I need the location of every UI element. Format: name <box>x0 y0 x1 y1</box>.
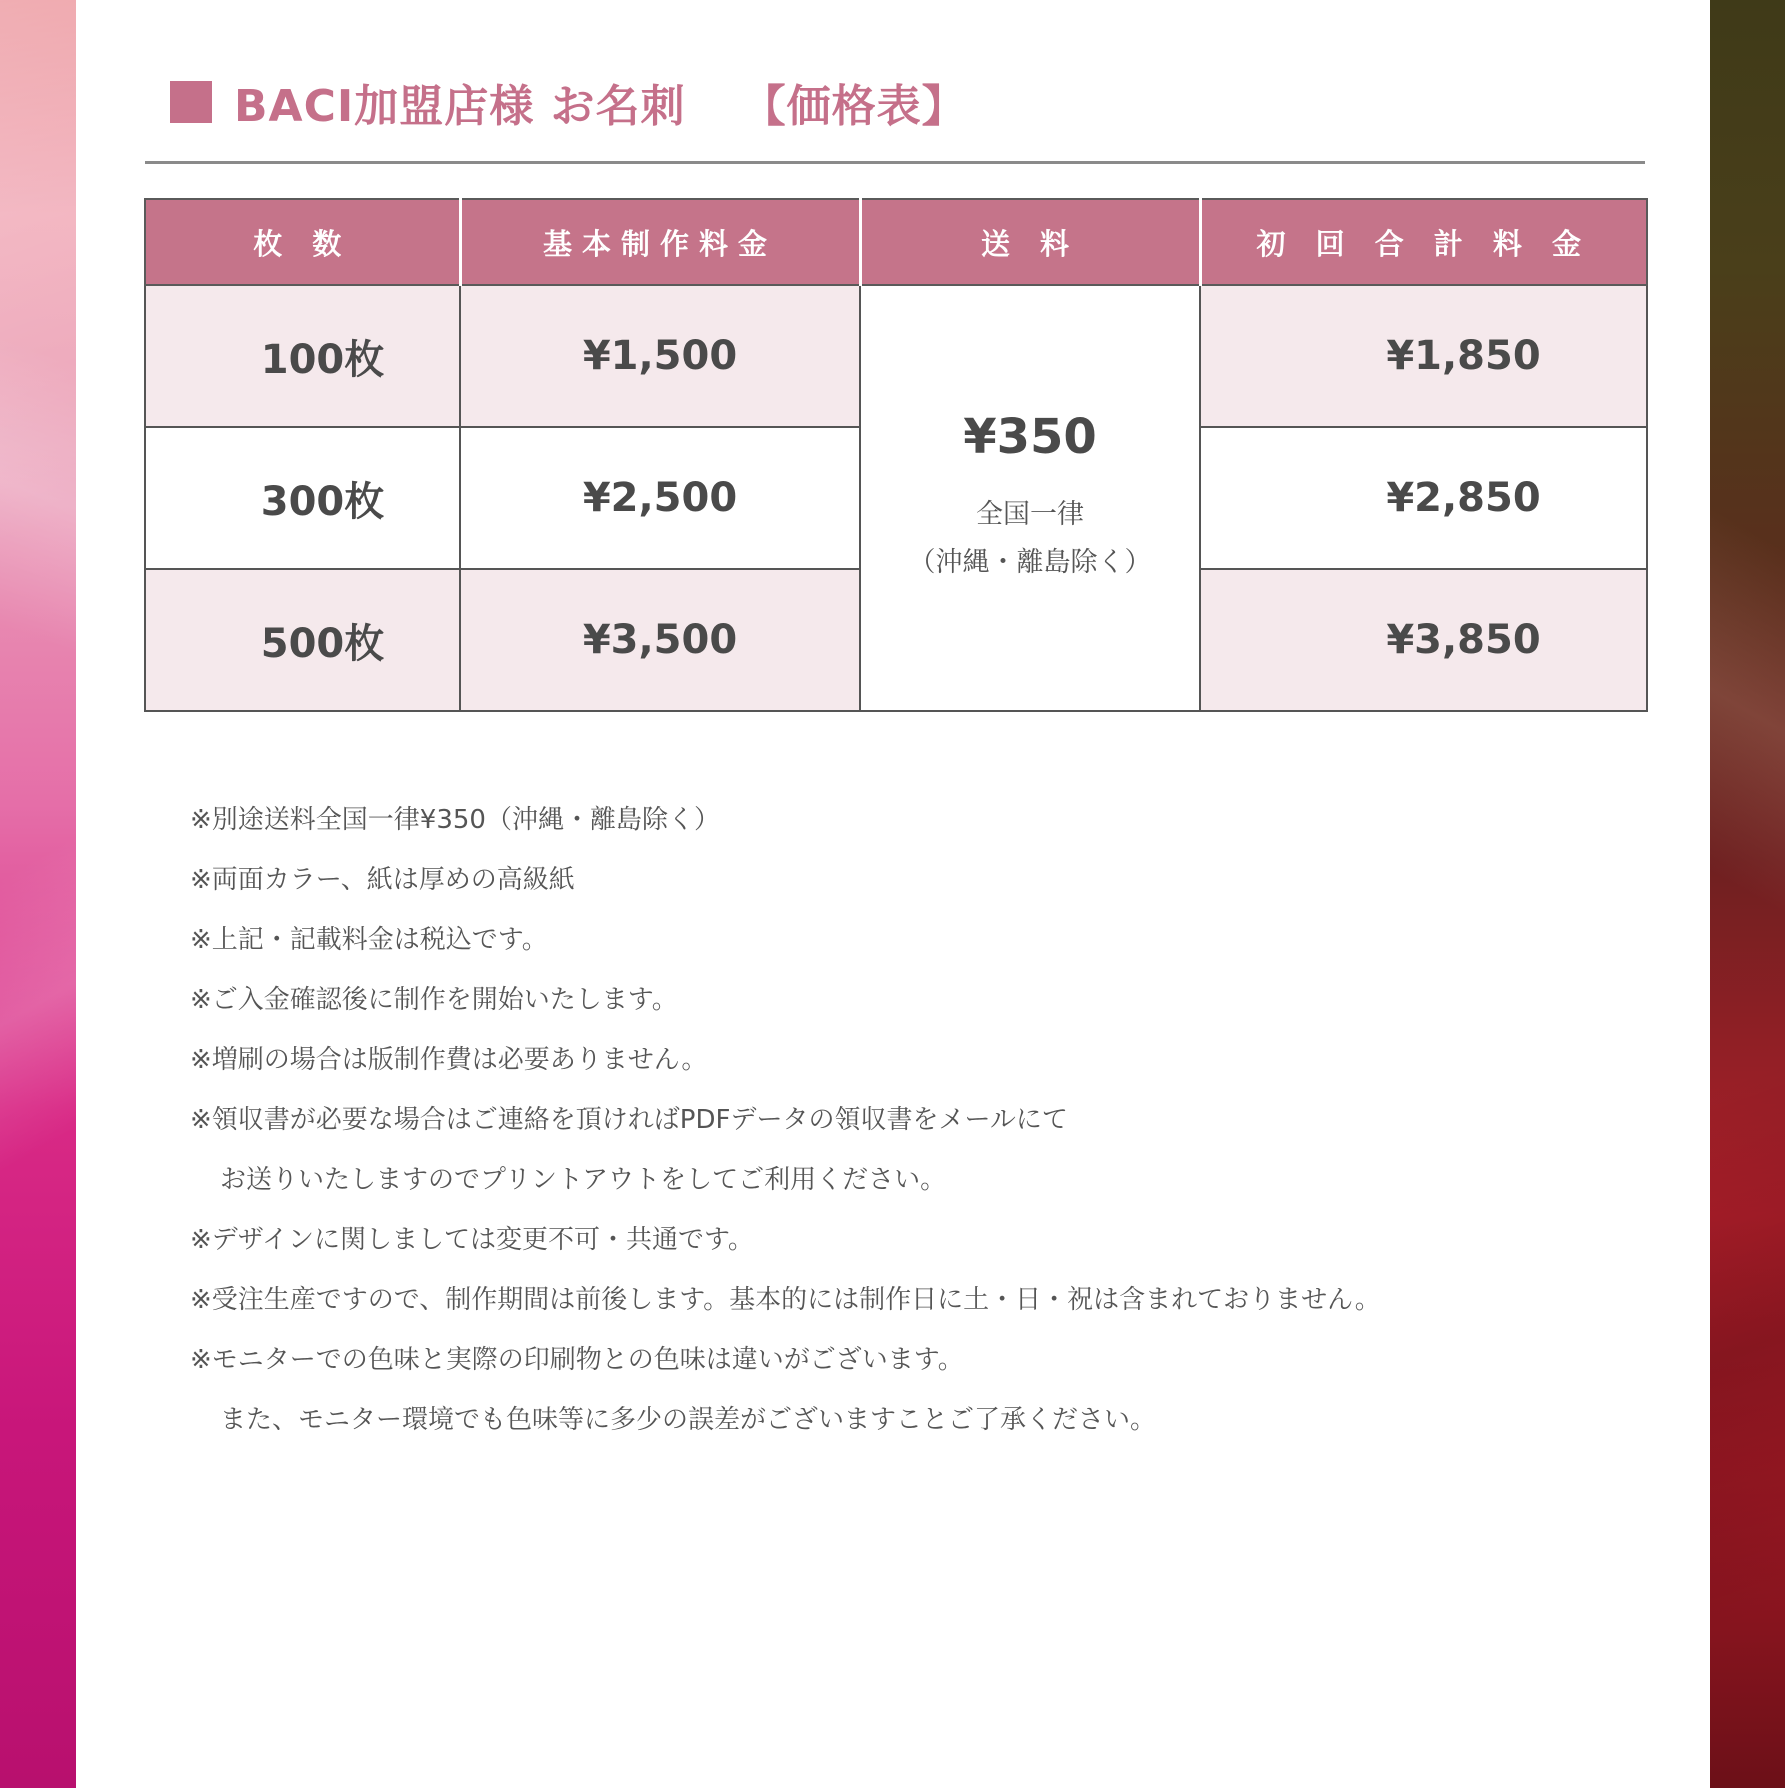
notes-list <box>190 798 1381 1458</box>
right-decorative-border <box>1710 0 1785 1788</box>
note-item: ※両面カラー、紙は厚めの高級紙 <box>190 865 575 895</box>
note-item: ※ご入金確認後に制作を開始いたします。 <box>190 985 678 1015</box>
base-fee-cell: ¥3,500 <box>460 569 860 711</box>
base-fee-cell: ¥2,500 <box>460 427 860 569</box>
left-decorative-border <box>0 0 76 1788</box>
base-fee-cell: ¥1,500 <box>460 285 860 427</box>
total-cell: ¥1,850 <box>1200 285 1647 427</box>
note-item: ※増刷の場合は版制作費は必要ありません。 <box>190 1045 708 1075</box>
total-cell: ¥2,850 <box>1200 427 1647 569</box>
price-table <box>144 198 1648 712</box>
table-header-row <box>145 199 1647 285</box>
header-count: 枚 数 <box>145 199 460 285</box>
header-shipping: 送 料 <box>860 199 1200 285</box>
note-item: ※領収書が必要な場合はご連絡を頂ければPDFデータの領収書をメールにて <box>190 1105 1068 1135</box>
shipping-note-1: 全国一律 <box>976 499 1084 530</box>
title-main: BACI加盟店様 お名刺 <box>234 81 686 132</box>
header-total: 初 回 合 計 料 金 <box>1200 199 1647 285</box>
note-item: ※モニターでの色味と実際の印刷物との色味は違いがございます。 <box>190 1345 964 1375</box>
shipping-cell <box>860 285 1200 711</box>
title-divider <box>145 161 1645 164</box>
header-base-fee: 基本制作料金 <box>460 199 860 285</box>
shipping-note-2: （沖縄・離島除く） <box>908 547 1152 578</box>
note-item-continued: お送りいたしますのでプリントアウトをしてご利用ください。 <box>220 1165 947 1195</box>
table-row <box>145 285 1647 427</box>
shipping-price: ¥350 <box>963 409 1097 465</box>
title-square-icon <box>170 81 212 123</box>
page-title <box>170 72 967 132</box>
note-item: ※受注生産ですので、制作期間は前後します。基本的には制作日に土・日・祝は含まれておりません。 <box>190 1285 1381 1315</box>
count-cell: 100枚 <box>145 285 460 427</box>
note-item-continued: また、モニター環境でも色味等に多少の誤差がございますことご了承ください。 <box>220 1405 1157 1435</box>
total-cell: ¥3,850 <box>1200 569 1647 711</box>
count-cell: 300枚 <box>145 427 460 569</box>
title-sub: 【価格表】 <box>741 81 967 132</box>
note-item: ※デザインに関しましては変更不可・共通です。 <box>190 1225 754 1255</box>
note-item: ※別途送料全国一律¥350（沖縄・離島除く） <box>190 805 720 835</box>
count-cell: 500枚 <box>145 569 460 711</box>
note-item: ※上記・記載料金は税込です。 <box>190 925 548 955</box>
